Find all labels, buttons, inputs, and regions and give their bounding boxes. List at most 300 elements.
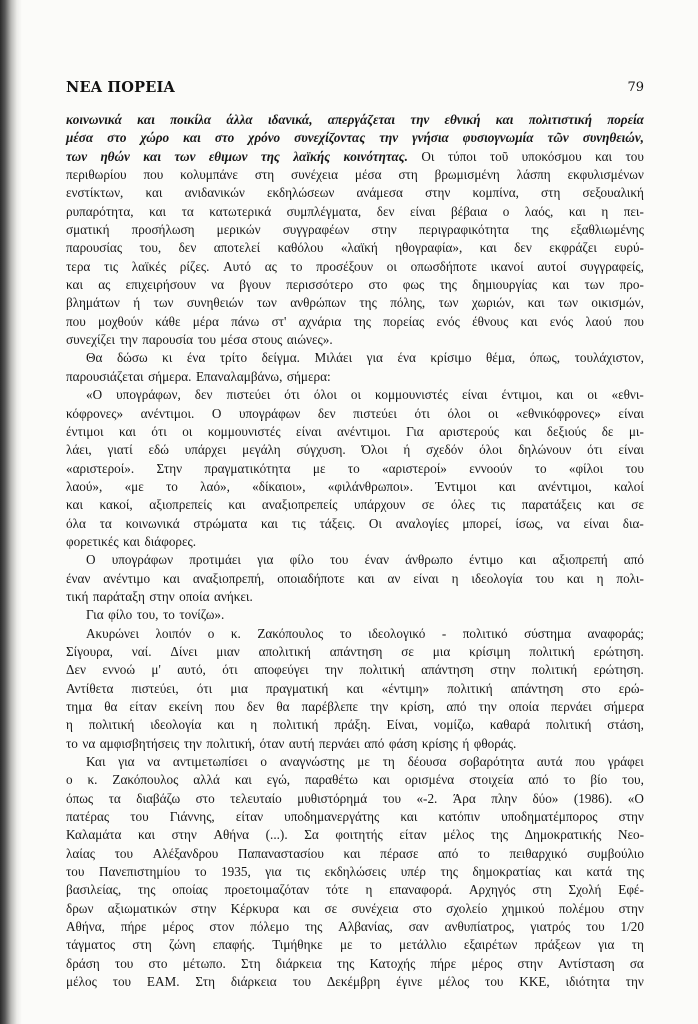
word: λαϊκές <box>131 258 167 274</box>
word: δεν <box>178 240 197 256</box>
word: όλοι <box>479 442 503 458</box>
word: Κατοχής <box>369 955 416 971</box>
word: τη <box>631 937 644 953</box>
word: και <box>479 240 497 256</box>
word: του <box>114 955 134 971</box>
word: υπέρ <box>400 864 426 880</box>
text-line <box>66 826 644 844</box>
word: των <box>66 148 88 164</box>
word: λαού <box>585 313 612 329</box>
word: την <box>119 332 138 348</box>
word: «δίκαιοι», <box>252 478 306 494</box>
word: χωριών, <box>471 295 515 311</box>
word: πραγματικότητα <box>204 460 291 476</box>
word: των <box>584 277 605 293</box>
word: της <box>490 827 508 843</box>
word: του <box>382 790 402 806</box>
text-line <box>66 184 644 202</box>
word: ένα <box>397 350 416 366</box>
word: πιστεύει <box>353 405 397 421</box>
word: της <box>439 277 457 293</box>
word: βέβαια <box>450 203 488 219</box>
word: ανέντιμοι. <box>140 405 195 421</box>
word: μέλος <box>66 974 97 990</box>
word: το <box>369 937 382 953</box>
word: Κέρκυρα <box>230 900 279 916</box>
word: τις <box>491 497 506 513</box>
text-line <box>66 239 644 257</box>
word: ο <box>66 772 73 788</box>
word: σε <box>631 497 644 513</box>
word: φίλο <box>289 552 314 568</box>
word: ρίζες. <box>179 258 210 274</box>
word: τύποι <box>447 148 477 164</box>
word: ηθών <box>100 148 130 164</box>
word: πολιτική <box>531 662 578 678</box>
word: για <box>257 552 274 568</box>
word: τερα <box>66 258 91 274</box>
word: είναι <box>296 423 322 439</box>
word: αμφισβητήσεις <box>99 735 180 751</box>
word: ανθρώπων <box>290 295 346 311</box>
word: είναι <box>413 570 439 586</box>
word: άνθρωπο <box>405 552 453 568</box>
word: παρουσιάζεται <box>66 368 144 384</box>
word: ότι <box>587 442 603 458</box>
text-line <box>66 845 644 863</box>
text-line <box>66 643 644 661</box>
word: τα <box>99 515 112 531</box>
word: γιατρός <box>530 919 571 935</box>
word: στην <box>618 809 644 825</box>
word: πραγματική <box>265 680 329 696</box>
word: εθνική <box>444 112 481 127</box>
word: Είναι, <box>386 717 418 733</box>
word: στην <box>191 900 217 916</box>
word: παράταξη <box>92 588 145 604</box>
text-line <box>66 918 644 936</box>
word: δεν <box>194 387 213 403</box>
word: απάντηση <box>510 680 564 696</box>
word: στρώματα <box>193 515 248 531</box>
word: πράξεων <box>534 937 581 953</box>
word: κ. <box>87 772 98 788</box>
word: του <box>625 148 644 164</box>
word: εκδηλώσεων <box>267 185 335 201</box>
word: σαν <box>408 919 429 935</box>
word: «λαϊκή <box>340 240 378 256</box>
word: μια <box>230 680 248 696</box>
word: πέρασε <box>380 845 419 861</box>
word: με <box>357 754 370 770</box>
word: μέσα <box>354 167 382 183</box>
word: συνέχεια <box>291 167 339 183</box>
word: ικανοί <box>490 258 524 274</box>
word: Αλέξανδρου <box>152 845 219 861</box>
word: πολιτική <box>545 717 592 733</box>
word: εκφράζει <box>549 240 597 256</box>
word: την <box>324 662 344 678</box>
word: στην <box>517 955 543 971</box>
word: παρουσία <box>142 332 194 348</box>
word: και <box>183 130 201 146</box>
word: αξιωματικών <box>107 900 177 916</box>
word: σχολείο <box>446 900 488 916</box>
word: δεν <box>376 203 395 219</box>
word: κοινότητας. <box>343 148 408 164</box>
word: πιστεύει, <box>131 680 179 696</box>
word: στοιχεία <box>469 772 514 788</box>
word: κ. <box>230 625 241 641</box>
word: πράξη. <box>334 717 371 733</box>
word: πει- <box>623 203 644 219</box>
word: αναξιοπρεπή, <box>192 570 265 586</box>
text-line <box>66 515 644 533</box>
word: «εθνικόφρονες» <box>515 405 601 421</box>
word: Οι <box>368 515 382 531</box>
word: κακοί, <box>99 497 133 513</box>
word: οι <box>587 387 598 403</box>
word: βλημάτων <box>66 295 120 311</box>
word: κομμουνιστές <box>207 423 281 439</box>
word: ας <box>98 277 111 293</box>
word: και <box>163 570 181 586</box>
word: για <box>118 754 135 770</box>
word: φυσιογνωμία <box>462 130 534 146</box>
word: ανθυπίατρος, <box>444 919 515 935</box>
word: Οι <box>421 148 435 164</box>
word: προ- <box>619 277 644 293</box>
word: τοῦ <box>489 148 509 164</box>
word: έγινε <box>396 974 423 990</box>
word: παρουσίας <box>66 240 123 256</box>
word: χρόνο <box>248 130 281 146</box>
word: ανάμεσα <box>356 185 403 201</box>
word: ιδεολογία <box>150 717 202 733</box>
word: τῶν <box>547 130 569 146</box>
word: φορετικές <box>66 533 119 549</box>
word: Εφέ- <box>618 882 644 898</box>
word: των <box>256 295 277 311</box>
word: να <box>556 515 570 531</box>
word: όπως <box>66 790 94 806</box>
word: μέλος <box>443 827 474 843</box>
word: τελευταίο <box>230 790 282 806</box>
word: περνάει <box>551 699 592 714</box>
word: «φίλοι <box>568 460 604 476</box>
word: λάει, <box>66 442 92 458</box>
word: κρίσης <box>421 735 458 751</box>
word: σύστημα <box>524 625 572 641</box>
word: σήμερα <box>603 699 644 714</box>
word: μέτωπο. <box>182 955 226 971</box>
word: μπορεί, <box>462 515 502 531</box>
word: κρίσιμο <box>430 350 472 366</box>
word: και <box>234 772 252 788</box>
word: Για <box>86 607 104 623</box>
word: Ο <box>211 405 222 421</box>
text-line <box>66 441 644 459</box>
word: πολι- <box>616 570 644 586</box>
word: «αριστεροί» <box>381 460 447 476</box>
word: συνεχίζει <box>66 332 116 348</box>
word: «έντιμη» <box>381 680 430 696</box>
word: απάντηση <box>421 662 474 678</box>
word: συνηθειών, <box>582 130 644 146</box>
word: και <box>217 717 235 733</box>
word: όλοι <box>313 387 337 403</box>
word: με <box>339 937 353 953</box>
word: σήμερα: <box>286 368 331 384</box>
word: στο <box>214 130 235 146</box>
word: λοιπόν <box>155 625 192 641</box>
word: ότι <box>196 680 213 696</box>
word: είταν <box>235 809 264 825</box>
word: ερώτηση. <box>593 662 644 678</box>
word: ανέντιμοι. <box>336 423 391 439</box>
word: των <box>174 148 196 164</box>
word: σοβαρότητα <box>459 754 525 770</box>
word: η <box>365 882 373 898</box>
word: αυτά <box>536 754 563 770</box>
word: και <box>495 112 514 127</box>
word: και <box>343 845 361 861</box>
word: του <box>112 974 132 990</box>
word: εδώ <box>148 442 169 458</box>
word: μερικών <box>216 222 261 238</box>
word: Παπαναστασίου <box>237 845 324 861</box>
word: κοινωνικά <box>66 112 122 127</box>
word: ιδεολογία <box>471 570 523 586</box>
word: προτιμάει <box>189 552 241 568</box>
word: φοιτητής <box>335 827 383 843</box>
word: περνάει <box>318 735 360 751</box>
word: ευρύ- <box>614 240 644 256</box>
word: εξαθλιωμένης <box>570 222 644 238</box>
text-line <box>66 423 644 441</box>
word: διάρκεια <box>230 974 277 990</box>
word: έναν <box>364 552 389 568</box>
word: στη <box>541 185 561 201</box>
word: Στην <box>156 460 183 476</box>
word: συμβούλιο <box>587 845 644 861</box>
word: βρωμισμένη <box>434 167 500 183</box>
word: - <box>441 625 447 641</box>
word: και <box>514 423 532 439</box>
word: απάντηση <box>329 643 383 659</box>
word: βίο <box>590 772 608 788</box>
text-line <box>66 771 644 789</box>
word: για <box>598 937 615 953</box>
word: Θα <box>86 350 103 366</box>
word: Μιλάει <box>314 350 353 366</box>
body-text <box>66 111 644 992</box>
word: μέσα <box>220 332 248 348</box>
word: του <box>197 332 216 348</box>
word: στους <box>251 332 283 348</box>
word: και <box>143 148 161 164</box>
word: υποκόσμου <box>521 148 582 164</box>
word: να <box>82 735 96 751</box>
word: και <box>597 497 615 513</box>
word: ο <box>260 754 267 770</box>
word: το <box>194 864 207 880</box>
word: κατωτερικά <box>209 203 272 219</box>
text-line <box>66 496 644 514</box>
word: πήρε <box>430 955 457 971</box>
word: Στη <box>241 955 261 971</box>
word: «με <box>124 478 144 494</box>
word: Σα <box>304 827 319 843</box>
word: βγουν <box>239 277 271 293</box>
word: για <box>265 864 282 880</box>
word: της <box>626 864 644 880</box>
word: το <box>66 735 78 751</box>
word: τική <box>66 588 89 604</box>
text-line <box>66 405 644 423</box>
word: αιώνες». <box>286 332 333 348</box>
text-line <box>66 386 644 404</box>
word: αναξιοπρεπείς <box>261 497 338 513</box>
text-line <box>66 661 644 679</box>
word: στην <box>618 900 644 916</box>
word: και <box>520 313 538 329</box>
word: δεν <box>317 405 336 421</box>
word: στον <box>209 919 235 935</box>
word: εκείνη <box>168 699 203 714</box>
word: δέουσα <box>407 754 447 770</box>
word: ένα <box>186 350 206 366</box>
word: λαού», <box>66 478 103 494</box>
word: στην <box>171 827 197 843</box>
word: δεν <box>246 699 265 714</box>
word: Για <box>406 423 424 439</box>
word: παρατάξεις <box>521 497 582 513</box>
word: λαό», <box>200 478 230 494</box>
word: τονίζω». <box>179 607 225 623</box>
word: ποικίλα <box>170 112 212 127</box>
word: γράφει <box>607 754 644 770</box>
word: (1986). <box>573 790 613 806</box>
word: επιχειρήσουν <box>125 277 196 293</box>
word: έθνους <box>472 313 509 329</box>
running-head <box>66 79 644 101</box>
word: κρίση, <box>400 699 435 714</box>
word: αξιοπρεπή <box>552 552 608 568</box>
word: τότε <box>325 882 349 898</box>
word: Δημοκρατικής <box>524 827 602 843</box>
text-line <box>66 881 644 899</box>
word: οποία <box>179 588 210 604</box>
word: θέμα, <box>485 350 516 366</box>
word: και <box>554 864 572 880</box>
word: όλα <box>66 515 86 531</box>
word: εννοούν <box>469 460 513 476</box>
word: είναι <box>583 515 610 531</box>
word: πορείας <box>383 313 425 329</box>
word: το <box>563 772 576 788</box>
word: από <box>438 845 459 861</box>
word: στάση, <box>607 717 644 733</box>
word: κατά <box>586 864 613 880</box>
word: αχνάρια <box>298 313 342 329</box>
text-line <box>66 570 644 588</box>
word: αποφεύγει <box>254 662 309 678</box>
text-line <box>66 973 644 991</box>
word: Στη <box>195 974 215 990</box>
word: Αθήνα <box>213 827 250 843</box>
word: σε <box>421 497 435 513</box>
word: να <box>211 277 225 293</box>
word: συγγραφέων <box>282 222 350 238</box>
word: του <box>485 974 504 990</box>
word: και <box>138 827 156 843</box>
word: αναγνώστης <box>279 754 345 770</box>
word: συγγραφείς, <box>579 258 644 274</box>
word: την <box>478 699 497 714</box>
word: δημοκρατίας <box>472 864 541 880</box>
word: το <box>339 625 352 641</box>
word: πολιτική <box>88 717 135 733</box>
word: εξαιρέτων <box>463 937 518 953</box>
word: μέρος <box>471 955 503 971</box>
word: πειθαρχικό <box>509 845 568 861</box>
word: την <box>379 130 399 146</box>
word: τις <box>291 515 306 531</box>
word: αριστερούς <box>439 423 499 439</box>
word: έναν <box>66 570 91 586</box>
word: αναφοράς; <box>587 625 644 641</box>
word: της <box>359 295 377 311</box>
word: περιγραφικότητα <box>418 222 509 238</box>
word: που <box>66 313 86 329</box>
word: καλοί <box>613 478 644 494</box>
word: από <box>623 552 644 568</box>
word: και <box>498 478 516 494</box>
word: Αντίσταση <box>557 955 615 971</box>
word: μέλος <box>438 974 470 990</box>
word: υπάρχουν <box>353 497 406 513</box>
word: που <box>624 313 644 329</box>
word: ανέντιμοι, <box>537 478 592 494</box>
word: Νεο- <box>617 827 644 843</box>
word: Ακυρώνει <box>86 625 140 641</box>
word: μέρα <box>192 313 219 329</box>
word: χημικού <box>501 900 545 916</box>
word: στ' <box>271 313 287 329</box>
word: του <box>625 460 644 476</box>
word: νομίζω, <box>433 717 474 733</box>
word: πάνω <box>231 313 260 329</box>
word: πήρε <box>120 919 147 935</box>
word: στη <box>532 882 552 898</box>
word: εθιμων <box>208 148 248 164</box>
word: τάγματος <box>66 937 116 953</box>
word: σε <box>324 900 338 916</box>
word: φάση <box>388 735 418 751</box>
word: γιατί <box>107 442 133 458</box>
word: δύο» <box>532 790 559 806</box>
word: γνήσια <box>412 130 449 146</box>
word: σα <box>629 955 644 971</box>
word: υπογράφων, <box>116 387 181 403</box>
word: και <box>556 387 574 403</box>
word: «εθνι- <box>611 387 644 403</box>
word: δείγμα. <box>261 350 300 366</box>
text-line <box>66 606 644 624</box>
word: επαφής. <box>212 937 255 953</box>
word: υπογράφων <box>111 552 174 568</box>
